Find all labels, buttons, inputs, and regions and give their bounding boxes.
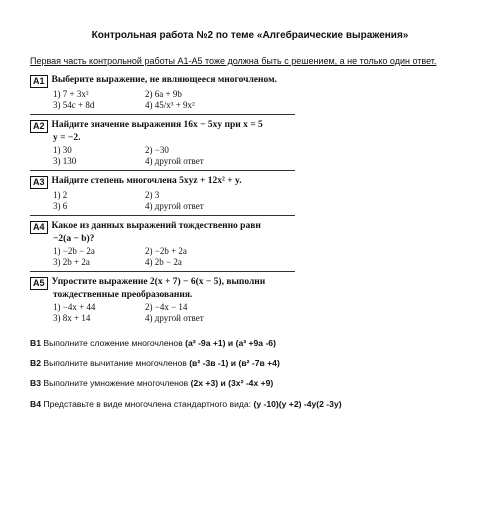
task-b4 <box>30 399 342 409</box>
task-text: Выполните вычитание многочленов <box>43 358 187 368</box>
option: 4) другой ответ <box>145 313 204 323</box>
task-options <box>53 246 295 268</box>
option: 4) 45/x³ + 9x² <box>145 100 195 110</box>
task-question-continued: y = −2. <box>53 133 81 143</box>
task-label: B1 <box>30 338 41 348</box>
task-label: A2 <box>30 120 48 133</box>
option: 3) 6 <box>53 201 68 211</box>
option: 4) другой ответ <box>145 201 204 211</box>
task-question-continued: −2(a − b)? <box>53 234 95 244</box>
task-expression: (y -10)(y +2) -4y(2 -3y) <box>253 399 342 409</box>
task-label: A3 <box>30 176 48 189</box>
task-b1 <box>30 338 276 348</box>
task-question: Найдите значение выражения 16x − 5xy при x = 5 <box>51 120 263 130</box>
page-title: Контрольная работа №2 по теме «Алгебраические выражения» <box>91 30 409 41</box>
option: 3) 54c + 8d <box>53 100 95 110</box>
task-expression: (2x +3) и (3x² -4x +9) <box>190 378 274 388</box>
task-options <box>53 145 295 167</box>
option: 3) 8x + 14 <box>53 313 91 323</box>
task-label: B3 <box>30 378 41 388</box>
task-expression: (a² -9a +1) и (a³ +9a -6) <box>185 338 276 348</box>
task-options <box>53 302 295 324</box>
option: 1) 30 <box>53 145 72 155</box>
task-label: B2 <box>30 358 41 368</box>
task-b3 <box>30 378 273 388</box>
divider <box>30 170 295 171</box>
task-question: Упростите выражение 2(x + 7) − 6(x − 5), выполни <box>51 277 266 287</box>
option: 3) 2b + 2a <box>53 257 90 267</box>
task-question: Выберите выражение, не являющееся многочленом. <box>51 75 277 85</box>
divider <box>30 271 295 272</box>
divider <box>30 215 295 216</box>
task-label: A4 <box>30 221 48 234</box>
task-question: Найдите степень многочлена 5xyz + 12x² + y. <box>51 176 242 186</box>
scanned-tasks <box>30 75 295 329</box>
option: 4) другой ответ <box>145 156 204 166</box>
option: 1) −4x + 44 <box>53 302 96 312</box>
option: 2) −4x − 14 <box>145 302 188 312</box>
task-a1 <box>30 75 295 115</box>
instruction-text: Первая часть контрольной работы А1-А5 тоже должна быть с решением, а не только один ответ. <box>30 56 437 66</box>
option: 3) 130 <box>53 156 77 166</box>
task-label: A1 <box>30 75 48 88</box>
task-label: A5 <box>30 277 48 290</box>
option: 1) 2 <box>53 190 68 200</box>
task-text: Выполните сложение многочленов <box>43 338 183 348</box>
task-expression: (в² -3в -1) и (в² -7в +4) <box>189 358 280 368</box>
task-b2 <box>30 358 280 368</box>
task-a3 <box>30 176 295 216</box>
option: 2) −30 <box>145 145 169 155</box>
task-text: Выполните умножение многочленов <box>43 378 189 388</box>
option: 4) 2b − 2a <box>145 257 182 267</box>
task-question: Какое из данных выражений тождественно равн <box>51 221 261 231</box>
task-a4 <box>30 221 295 272</box>
task-label: B4 <box>30 399 41 409</box>
task-a2 <box>30 120 295 171</box>
option: 2) 6a + 9b <box>145 89 182 99</box>
task-options <box>53 89 295 111</box>
option: 2) −2b + 2a <box>145 246 187 256</box>
task-text: Представьте в виде многочлена стандартного вида: <box>43 399 252 409</box>
option: 1) −2b − 2a <box>53 246 95 256</box>
task-question-continued: тождественные преобразования. <box>53 290 193 300</box>
task-options <box>53 190 295 212</box>
task-a5 <box>30 277 295 324</box>
divider <box>30 114 295 115</box>
option: 1) 7 + 3x² <box>53 89 89 99</box>
option: 2) 3 <box>145 190 160 200</box>
